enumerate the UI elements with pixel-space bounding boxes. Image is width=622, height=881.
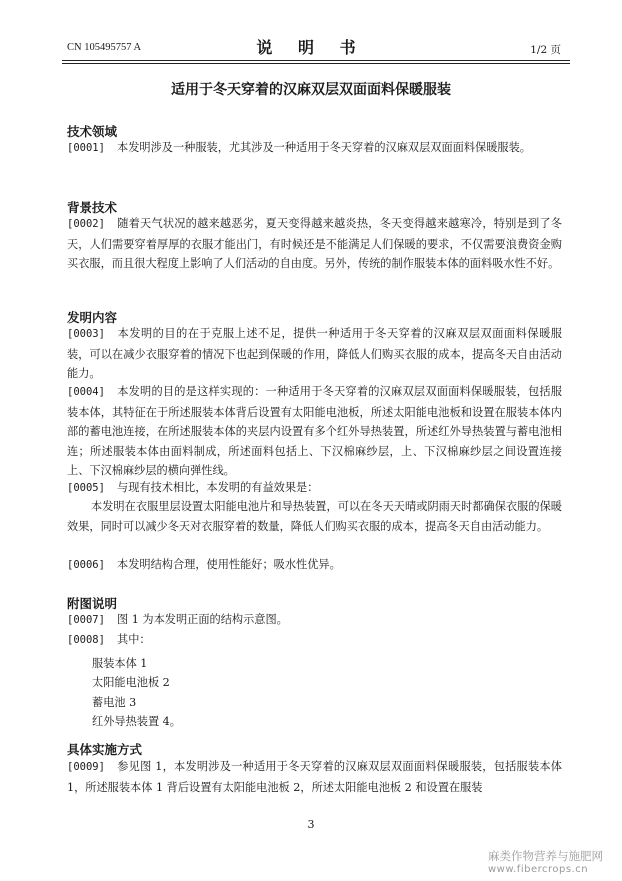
page-indicator: 1/2 页 — [530, 44, 561, 56]
component-item: 太阳能电池板 2 — [92, 676, 170, 689]
paragraph-text: 图 1 为本发明正面的结构示意图。 — [117, 613, 288, 626]
paragraph-0008 — [67, 630, 562, 651]
paragraph-text: 与现有技术相比，本发明的有益效果是： — [117, 481, 319, 494]
paragraph-text: 随着天气状况的越来越恶劣，夏天变得越来越炎热，冬天变得越来越寒冷，特别是到了冬天，人们需要穿着厚厚的衣服才能出门，有时候还是不能满足人们保暖的要求，不仅需要浪费资金购买衣服，而且很大程度上影响了人们活动的自由度。另外，传统的制作服装本体的面料吸水性不好。 — [67, 217, 562, 270]
paragraph-text: 本发明涉及一种服装，尤其涉及一种适用于冬天穿着的汉麻双层双面面料保暖服装。 — [117, 141, 531, 154]
paragraph-0004 — [67, 382, 562, 481]
paragraph-number: [0009] — [67, 761, 105, 773]
paragraph-number: [0004] — [67, 386, 105, 398]
paragraph-text: 本发明的目的在于克服上述不足，提供一种适用于冬天穿着的汉麻双层双面面料保暖服装，可以在减少衣服穿着的情况下也起到保暖的作用，降低人们购买衣服的成本，提高冬天自由活动能力。 — [67, 327, 562, 380]
paragraph-0005 — [67, 478, 562, 499]
paragraph-0003 — [67, 324, 562, 384]
patent-number: CN 105495757 A — [67, 42, 142, 53]
header-rule — [62, 63, 570, 64]
paragraph-number: [0006] — [67, 559, 105, 571]
paragraph-text: 其中： — [117, 633, 151, 646]
section-heading-summary: 发明内容 — [67, 310, 118, 325]
component-item: 服装本体 1 — [92, 657, 148, 670]
paragraph-number: [0002] — [67, 218, 105, 230]
component-item: 红外导热装置 4。 — [92, 715, 181, 728]
paragraph-text: 本发明结构合理，使用性能好；吸水性优异。 — [117, 558, 341, 571]
paragraph-text: 参见图 1，本发明涉及一种适用于冬天穿着的汉麻双层双面面料保暖服装，包括服装本体 1，所述服装本体 1 背后设置有太阳能电池板 2，所述太阳能电池板 2 和设置在服装 — [67, 760, 562, 794]
watermark-text: 麻类作物营养与施肥网 — [488, 849, 603, 863]
paragraph-0007 — [67, 610, 562, 631]
document-type: 说 明 书 — [256, 38, 366, 57]
watermark-url: www.fibercrops.cn — [488, 864, 589, 875]
paragraph-number: [0001] — [67, 142, 105, 154]
document-title: 适用于冬天穿着的汉麻双层双面面料保暖服装 — [171, 82, 451, 98]
paragraph-number: [0003] — [67, 328, 105, 340]
paragraph-effect — [67, 497, 562, 536]
document-header — [0, 30, 622, 60]
section-heading-drawings: 附图说明 — [67, 596, 118, 611]
page-number: 3 — [307, 818, 315, 831]
paragraph-text: 本发明的目的是这样实现的：一种适用于冬天穿着的汉麻双层双面面料保暖服装，包括服装本体，其特征在于所述服装本体背后设置有太阳能电池板，所述太阳能电池板和设置在服装本体内部的蓄电池连接，在所述服装本体的夹层内设置有多个红外导热装置，所述红外导热装置与蓄电池相连；所述服装本体由面料制成，所述面料包括上、下汉棉麻纱层，上、下汉棉麻纱层之间设置连接上、下汉棉麻纱层的横向弹性线。 — [67, 385, 562, 477]
section-heading-background: 背景技术 — [67, 200, 118, 215]
paragraph-number: [0005] — [67, 482, 105, 494]
header-rule — [62, 60, 570, 61]
section-heading-field: 技术领域 — [67, 124, 118, 139]
paragraph-0009 — [67, 757, 562, 797]
paragraph-number: [0008] — [67, 634, 105, 646]
section-heading-embodiment: 具体实施方式 — [67, 742, 143, 757]
paragraph-text: 本发明在衣服里层设置太阳能电池片和导热装置，可以在冬天天晴或阴雨天时都确保衣服的保暖效果，同时可以减少冬天对衣服穿着的数量，降低人们购买衣服的成本，提高冬天自由活动能力。 — [67, 500, 562, 533]
paragraph-number: [0007] — [67, 614, 105, 626]
paragraph-0006 — [67, 555, 562, 576]
paragraph-0002 — [67, 214, 562, 274]
paragraph-0001 — [67, 138, 562, 159]
component-item: 蓄电池 3 — [92, 696, 137, 709]
